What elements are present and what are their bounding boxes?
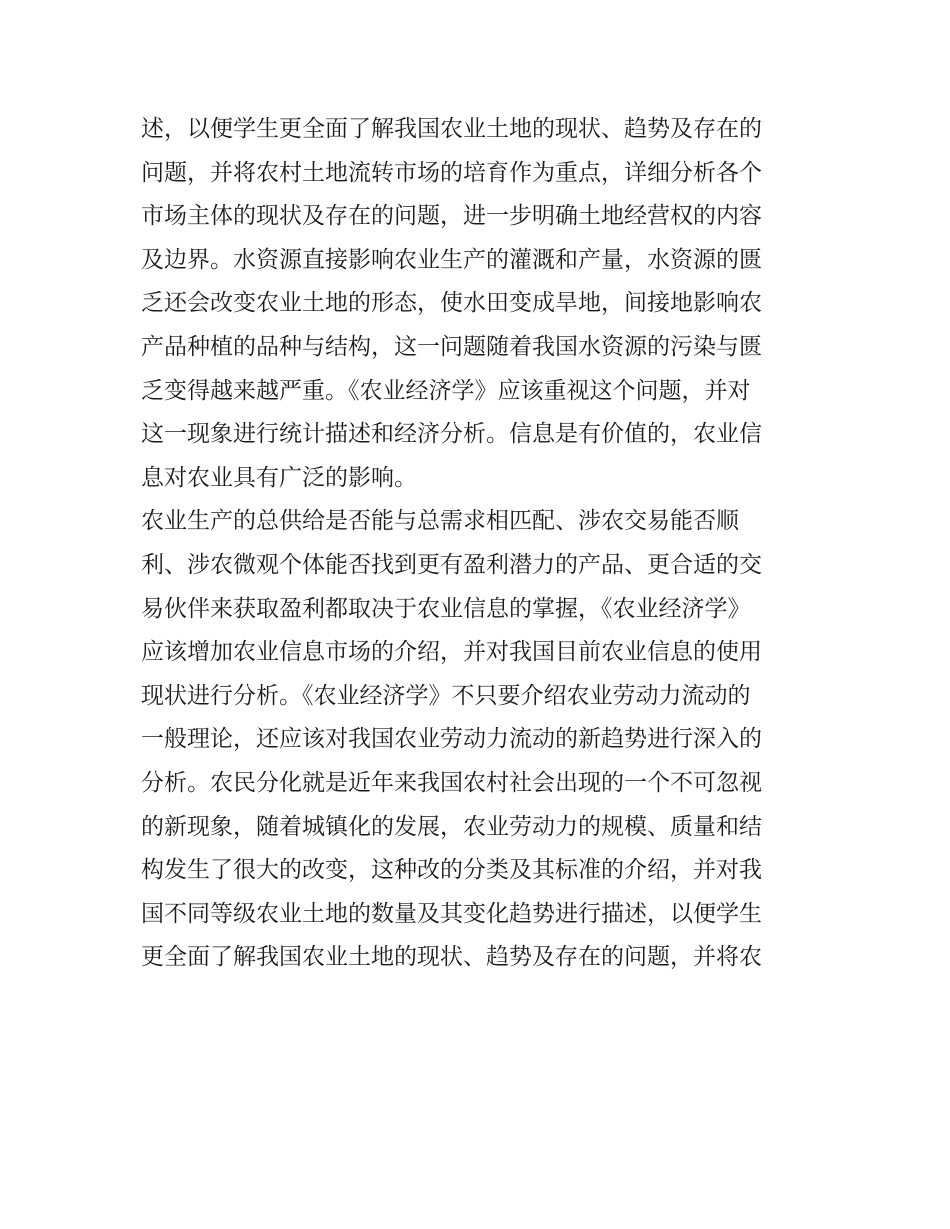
text-line: 国不同等级农业土地的数量及其变化趋势进行描述，以便学生 [141, 900, 762, 927]
text-line: 现状进行分析。《农业经济学》不只要介绍农业劳动力流动的 [141, 682, 751, 709]
text-line: 这一现象进行统计描述和经济分析。信息是有价值的，农业信 [141, 421, 762, 448]
text-line: 乏还会改变农业土地的形态，使水田变成旱地，间接地影响农 [141, 290, 762, 317]
text-line: 一般理论，还应该对我国农业劳动力流动的新趋势进行深入的 [141, 726, 762, 753]
text-line: 述，以便学生更全面了解我国农业土地的现状、趋势及存在的 [141, 116, 762, 142]
text-line: 构发生了很大的改变，这种改的分类及其标准的介绍，并对我 [141, 857, 762, 884]
text-line: 分析。农民分化就是近年来我国农村社会出现的一个不可忽视 [141, 769, 762, 796]
body-text [141, 108, 821, 980]
text-line: 应该增加农业信息市场的介绍，并对我国目前农业信息的使用 [141, 639, 762, 666]
text-line: 易伙伴来获取盈利都取决于农业信息的掌握，《农业经济学》 [141, 595, 751, 622]
text-line: 及边界。水资源直接影响农业生产的灌溉和产量，水资源的匮 [141, 246, 762, 273]
text-line: 农业生产的总供给是否能与总需求相匹配、涉农交易能否顺 [141, 508, 739, 535]
text-line: 问题，并将农村土地流转市场的培育作为重点，详细分析各个 [141, 159, 762, 186]
text-line: 利、涉农微观个体能否找到更有盈利潜力的产品、更合适的交 [141, 551, 762, 578]
text-line: 息对农业具有广泛的影响。 [141, 464, 417, 491]
text-line: 产品种植的品种与结构，这一问题随着我国水资源的污染与匮 [141, 333, 762, 360]
text-line: 的新现象，随着城镇化的发展，农业劳动力的规模、质量和结 [141, 813, 762, 840]
text-line: 市场主体的现状及存在的问题，进一步明确土地经营权的内容 [141, 203, 762, 230]
text-line: 乏变得越来越严重。《农业经济学》应该重视这个问题，并对 [141, 377, 751, 404]
text-line: 更全面了解我国农业土地的现状、趋势及存在的问题，并将农 [141, 944, 762, 971]
